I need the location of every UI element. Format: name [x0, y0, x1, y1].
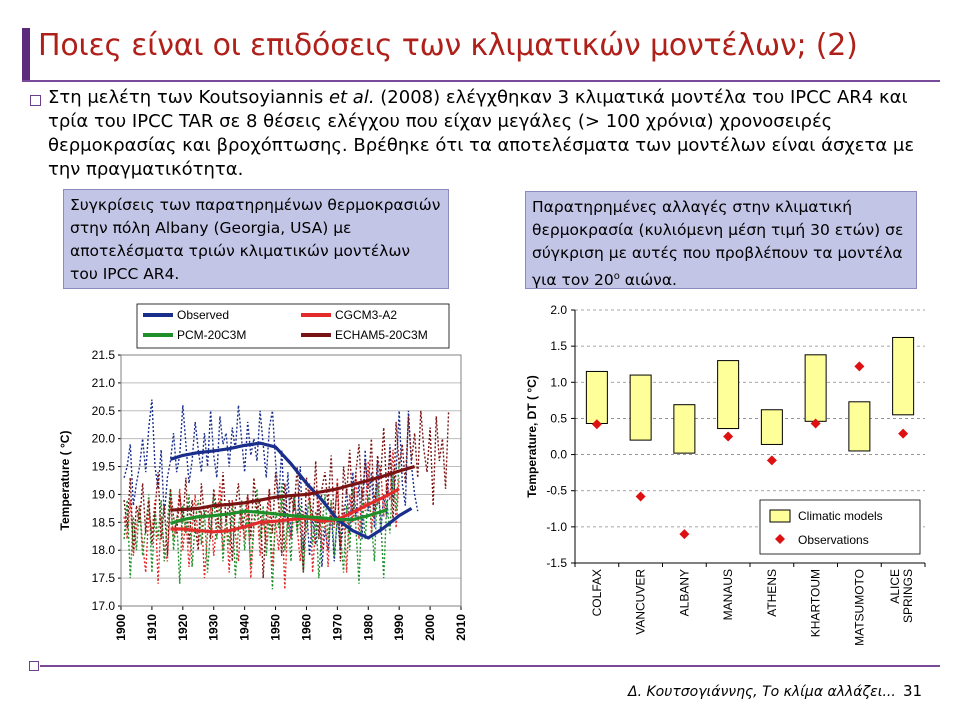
chart1-x-tick-label: 1940 [237, 614, 252, 641]
chart2-model-range-bar [718, 361, 739, 429]
chart2-y-axis-label: Temperature, DT ( °C) [525, 375, 539, 498]
chart2-y-tick-label: 1.0 [550, 375, 567, 390]
intro-etal: et al. [328, 87, 375, 108]
chart2-observation-marker [636, 491, 646, 501]
chart1-y-tick-label: 19.5 [91, 459, 115, 474]
chart2-y-tick-label: 0.0 [550, 447, 567, 462]
chart1-x-tick-label: 1950 [268, 614, 283, 641]
left-caption-box: Συγκρίσεις των παρατηρημένων θερμοκρασιών στην πόλη Albany (Georgia, USA) με αποτελέσματα τριών κλιματικών μοντέλων του IPCC AR4. [63, 189, 449, 289]
chart2-y-tick-label: -1.5 [546, 556, 567, 570]
footer-square-icon [29, 661, 39, 671]
chart2-legend [760, 500, 920, 554]
chart1-legend-label: PCM-20C3M [177, 328, 247, 342]
chart1-y-tick-label: 18.0 [91, 543, 115, 558]
chart1-x-tick-label: 1990 [392, 614, 407, 641]
chart2-axes [525, 303, 925, 646]
chart2-observation-marker [854, 361, 864, 371]
chart1-x-tick-label: 2000 [423, 614, 438, 641]
chart2-y-tick-label: 1.5 [550, 339, 567, 354]
chart1-x-tick-label: 1960 [299, 614, 314, 641]
chart2-model-range-bar [761, 410, 782, 445]
chart1-legend-label: ECHAM5-20C3M [335, 328, 428, 342]
title-accent-bar [22, 28, 30, 80]
intro-paragraph [48, 86, 928, 182]
page-title: Ποιες είναι οι επιδόσεις των κλιματικών μοντέλων; (2) [38, 28, 858, 63]
chart1-x-tick-label: 1920 [175, 614, 190, 641]
right-caption-box [525, 191, 917, 289]
chart1-legend [137, 304, 449, 348]
chart1-y-tick-label: 20.5 [91, 403, 115, 418]
chart1-y-tick-label: 20.0 [91, 431, 115, 446]
chart2-category-label: ALICESPRINGS [888, 569, 916, 624]
chart2-y-tick-label: -0.5 [546, 483, 567, 498]
chart2-y-tick-label: -1.0 [546, 519, 567, 534]
chart1-y-tick-label: 21.0 [91, 375, 115, 390]
chart2-model-range-bar [893, 337, 914, 414]
chart1-x-tick-label: 2010 [454, 614, 468, 641]
chart1-y-tick-label: 17.5 [91, 571, 115, 586]
chart1-plot-area [121, 355, 461, 606]
chart2-observation-marker [723, 432, 733, 442]
footer-divider [40, 665, 940, 667]
right-caption-tail: αιώνα. [619, 271, 677, 290]
intro-part2: (2008) ελέγχθηκαν 3 κλιματικά μοντέλα του IPCC AR4 και τρία του IPCC TAR σε 8 θέσεις ελέγχου που είχαν μεγάλες (> 100 χρόνια) χρονοσειρές θερμοκρασίας και βροχόπτωσης. Βρέθηκε ότι τα αποτελέσματα των μοντέλων είναι άσχετα με την πραγματικότητα. [48, 87, 915, 180]
chart2-category-label: ATHENS [764, 569, 779, 617]
chart1-grid [121, 355, 461, 606]
right-caption-sup: ο [613, 271, 620, 282]
chart1-y-tick-label: 17.0 [91, 599, 115, 613]
chart2-category-label: ALBANY [677, 569, 692, 617]
chart1-x-tick-label: 1910 [144, 614, 159, 641]
chart2-category-label: MATSUMOTO [852, 569, 867, 646]
footer-credit: Δ. Κουτσογιάννης, Το κλίμα αλλάζει... [628, 684, 896, 700]
chart2-category-label: MANAUS [721, 569, 736, 621]
chart2-category-label: KHARTOUM [808, 569, 823, 638]
chart2-category-label: VANCUVER [633, 569, 648, 635]
chart2-observation-marker [898, 429, 908, 439]
chart2-observation-marker [767, 455, 777, 465]
chart2-model-range-bar [674, 405, 695, 453]
chart2-model-range-bar [849, 402, 870, 451]
chart2-model-range-bar [630, 375, 651, 440]
chart1-x-tick-label: 1970 [330, 614, 345, 641]
chart2-model-range-bar [586, 371, 607, 423]
chart2-y-tick-label: 0.5 [550, 411, 567, 426]
chart1-legend-label: CGCM3-A2 [335, 308, 398, 322]
intro-part1: Στη μελέτη των Koutsoyiannis [48, 87, 329, 108]
right-caption-text: Παρατηρημένες αλλαγές στην κλιματική θερμοκρασία (κυλιόμενη μέση τιμή 30 ετών) σε σύγκριση με αυτές που προβλέπουν τα μοντέλα για τον 20 [532, 198, 904, 290]
chart2-legend-label: Climatic models [798, 509, 883, 523]
page-number: 31 [903, 682, 923, 700]
chart2-legend-label: Observations [798, 533, 869, 547]
chart1-y-axis-label: Temperature ( °C) [58, 430, 72, 531]
chart1-legend-label: Observed [177, 308, 230, 322]
chart1-y-tick-label: 21.5 [91, 348, 115, 362]
chart1-x-tick-label: 1900 [114, 614, 128, 641]
chart2-category-label: COLFAX [589, 569, 604, 617]
chart2-model-range-bar [805, 355, 826, 422]
chart1-y-tick-label: 18.5 [91, 515, 115, 530]
chart1-x-tick-label: 1980 [361, 614, 376, 641]
chart2-y-tick-label: 2.0 [550, 303, 567, 317]
chart2-observation-marker [679, 529, 689, 539]
chart1-y-tick-label: 19.0 [91, 487, 115, 502]
chart2-legend-swatch-range [770, 510, 790, 522]
title-divider [22, 80, 940, 82]
chart2-bars [586, 337, 913, 453]
bullet-square-icon [30, 95, 41, 106]
temperature-line-chart [55, 300, 468, 670]
temperature-change-chart [520, 295, 930, 665]
chart1-x-tick-label: 1930 [206, 614, 221, 641]
